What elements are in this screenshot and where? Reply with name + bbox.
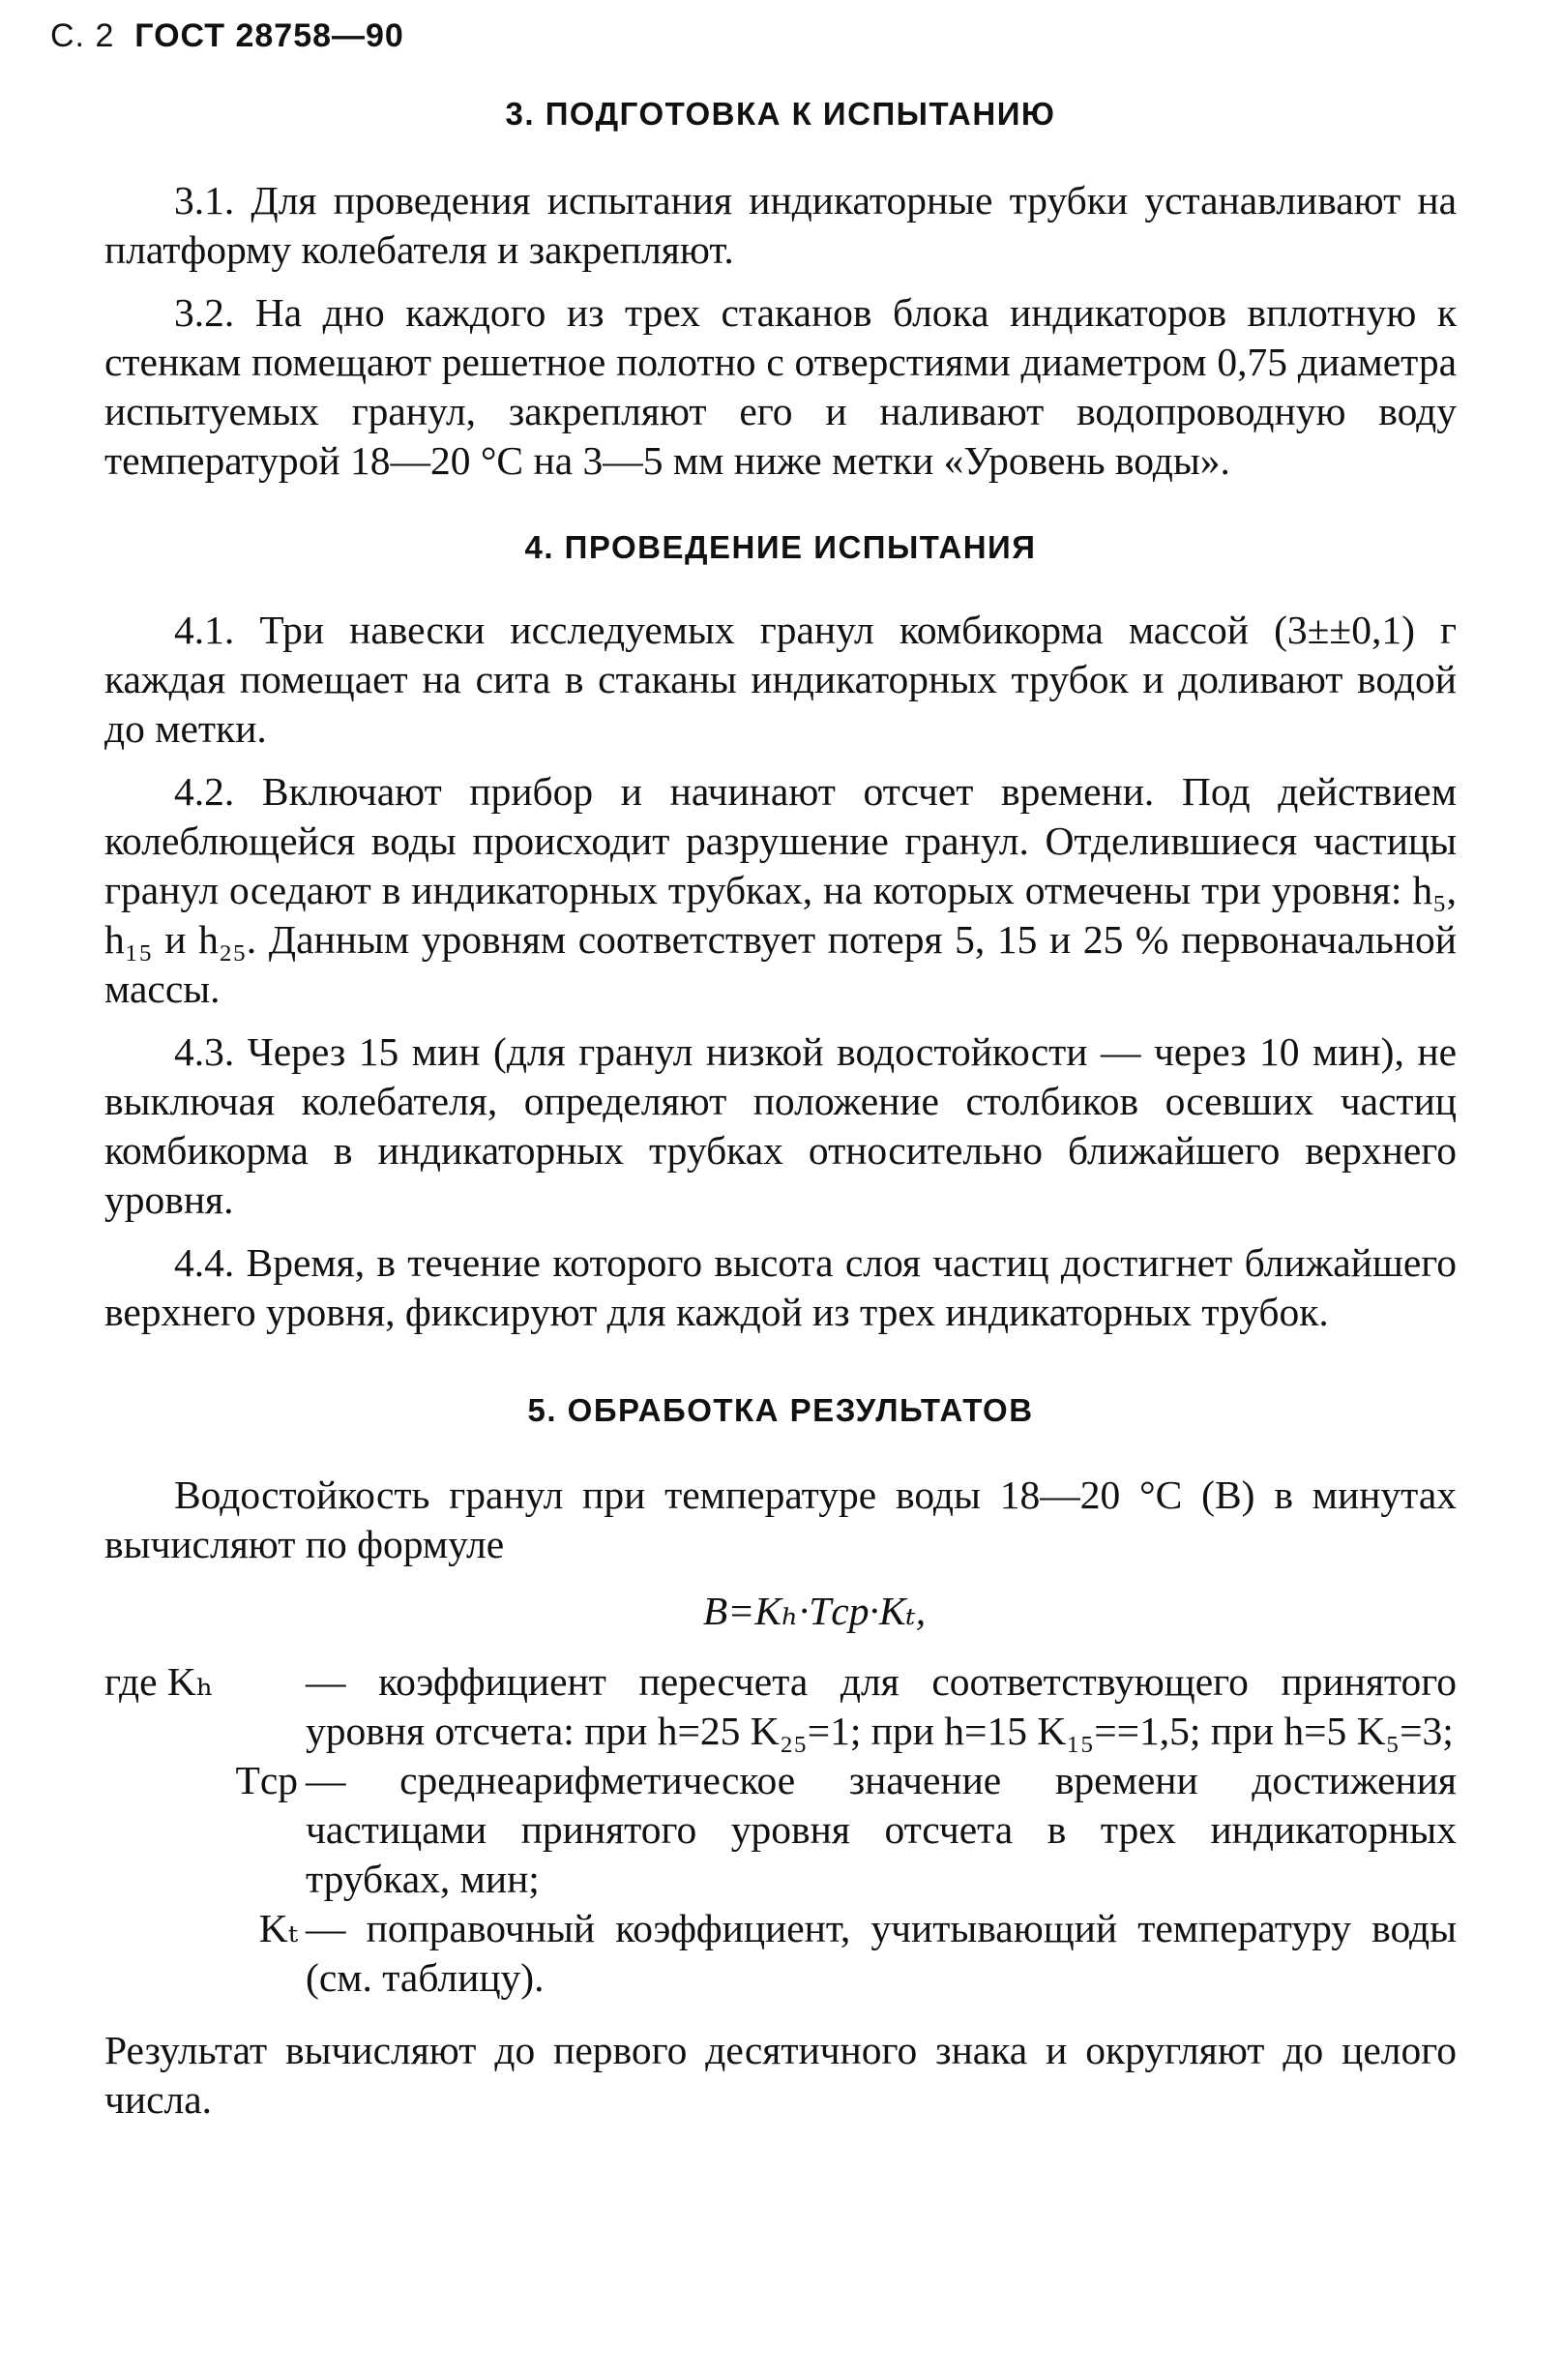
definition-symbol: Tср <box>235 1758 298 1802</box>
section-5-title: 5. ОБРАБОТКА РЕЗУЛЬТАТОВ <box>527 1392 1034 1428</box>
definition-row <box>104 1756 1457 1904</box>
definition-text: — коэффициент пересчета для соответствующего принятого уровня отсчета: при h=25 K₂₅=1; при h=15 K₁₅==1,5; при h=5 K₅=3; <box>306 1659 1457 1753</box>
standard-number: ГОСТ 28758—90 <box>134 17 404 54</box>
definition-text: — среднеарифметическое значение времени достижения частицами принятого уровня отсчета в трех индикаторных трубках, мин; <box>306 1758 1457 1901</box>
document-body <box>104 93 1457 2138</box>
paragraph-4-4: 4.4. Время, в течение которого высота слоя частиц достигнет ближайшего верхнего уровня, фиксируют для каждой из трех индикаторных трубок. <box>104 1240 1457 1334</box>
definition-symbol: где Kₕ <box>104 1659 214 1704</box>
paragraph-4-1: 4.1. Три навески исследуемых гранул комбикорма массой (3±±0,1) г каждая помещает на сита в стаканы индикаторных трубок и доливают водой до метки. <box>104 608 1457 751</box>
definition-text: — поправочный коэффициент, учитывающий температуру воды (см. таблицу). <box>306 1906 1457 2000</box>
paragraph-4-2: 4.2. Включают прибор и начинают отсчет времени. Под действием колеблющейся воды происходит разрушение гранул. Отделившиеся частицы гранул оседают в индикаторных трубках, на которых отмечены три уровня: h₅, h₁₅ и h₂₅. Данным уровням соответствует потеря 5, 15 и 25 % первоначальной массы. <box>104 769 1457 1011</box>
paragraph-3-2: 3.2. На дно каждого из трех стаканов блока индикаторов вплотную к стенкам помещают решетное полотно с отверстиями диаметром 0,75 диаметра испытуемых гранул, закрепляют его и наливают водопроводную воду температурой 18—20 °С на 3—5 мм ниже метки «Уровень воды». <box>104 290 1457 483</box>
paragraph-5-intro: Водостойкость гранул при температуре воды 18—20 °С (B) в минутах вычисляют по формуле <box>104 1473 1457 1566</box>
paragraph-result: Результат вычисляют до первого десятичного знака и округляют до целого числа. <box>104 2028 1457 2122</box>
definition-row <box>104 1904 1457 2003</box>
page-number: С. 2 <box>50 17 115 54</box>
section-3-title: 3. ПОДГОТОВКА К ИСПЫТАНИЮ <box>505 96 1056 132</box>
page-header <box>50 17 404 55</box>
section-4-title: 4. ПРОВЕДЕНИЕ ИСПЫТАНИЯ <box>524 529 1037 565</box>
paragraph-3-1: 3.1. Для проведения испытания индикаторные трубки устанавливают на платформу колебателя и закрепляют. <box>104 178 1457 272</box>
definition-row <box>104 1657 1457 1756</box>
paragraph-4-3: 4.3. Через 15 мин (для гранул низкой водостойкости — через 10 мин), не выключая колебателя, определяют положение столбиков осевших частиц комбикорма в индикаторных трубках относительно ближайшего верхнего уровня. <box>104 1029 1457 1222</box>
definition-symbol: Kₜ <box>258 1906 298 1950</box>
formula: B=Kₕ·Tср·Kₜ, <box>702 1589 927 1633</box>
formula-definitions <box>104 1657 1457 2003</box>
